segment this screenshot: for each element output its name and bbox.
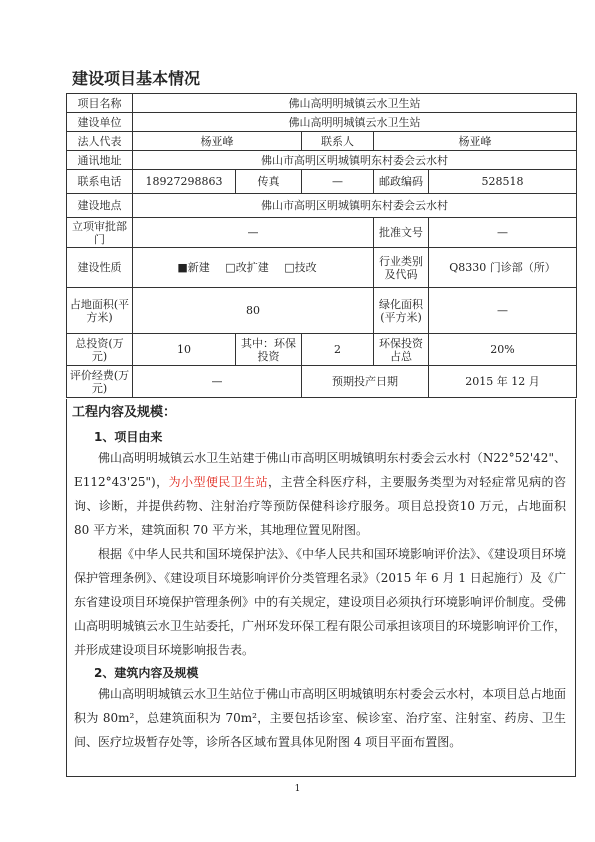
table-row — [67, 113, 577, 132]
table-row — [67, 194, 577, 218]
paragraph: 佛山高明明城镇云水卫生站位于佛山市高明区明城镇明东村委会云水村，本项目总占地面积为 80m²，总建筑面积为 70m²，主要包括诊室、候诊室、治疗室、注射室、药房、卫生间、医疗垃圾暂存处等，诊所各区域布置具体见附图 4 项目平面布置图。 — [74, 687, 567, 749]
cell-value: — — [429, 218, 577, 248]
checkbox-expansion: □改扩建 — [225, 261, 269, 274]
highlight-text: 为小型便民卫生站 — [168, 475, 269, 489]
table-row — [67, 288, 577, 334]
cell-value: 2015 年 12 月 — [429, 366, 577, 398]
cell-value: 20% — [429, 334, 577, 366]
project-info-table — [66, 93, 577, 398]
cell-value: 10 — [133, 334, 236, 366]
cell-label: 其中：环保投资 — [236, 334, 302, 366]
checkbox-tech-upgrade: □技改 — [284, 261, 317, 274]
cell-label: 建设性质 — [67, 248, 133, 288]
table-row — [67, 170, 577, 194]
cell-value: 18927298863 — [133, 170, 236, 194]
cell-value: — — [133, 366, 302, 398]
cell-value: 佛山市高明区明城镇明东村委会云水村 — [133, 194, 577, 218]
cell-value: 杨亚峰 — [374, 132, 577, 151]
cell-value: 佛山高明明城镇云水卫生站 — [133, 113, 577, 132]
cell-label: 评价经费(万元) — [67, 366, 133, 398]
cell-value: 528518 — [429, 170, 577, 194]
cell-value: — — [429, 288, 577, 334]
cell-value: 80 — [133, 288, 374, 334]
table-row — [67, 94, 577, 113]
cell-label: 立项审批部门 — [67, 218, 133, 248]
nature-options — [133, 248, 374, 288]
cell-value: 佛山市高明区明城镇明东村委会云水村 — [133, 151, 577, 170]
cell-value: 佛山高明明城镇云水卫生站 — [133, 94, 577, 113]
table-row — [67, 366, 577, 398]
cell-label: 绿化面积(平方米) — [374, 288, 429, 334]
cell-label: 项目名称 — [67, 94, 133, 113]
section-title: 工程内容及规模： — [72, 405, 177, 420]
paragraph-text: 佛山高明明城镇云水卫生站建于佛山市高明区明城镇明东村委会云水村（N22°52'42"、E112°43'25")， — [74, 451, 566, 489]
page-number: 1 — [294, 784, 301, 794]
cell-value: — — [302, 170, 374, 194]
cell-value: 2 — [302, 334, 374, 366]
cell-label: 邮政编码 — [374, 170, 429, 194]
cell-label: 环保投资占总 — [374, 334, 429, 366]
paragraph-text: ，主营全科医疗科，主要服务类型为对轻症常见病的咨询、诊断，并提供药物、注射治疗等预防保健科诊疗服务。项目总投资10 万元，占地面积 80 平方米，建筑面积 70 平方米，其地理位置见附图。 — [74, 475, 566, 537]
cell-value: 杨亚峰 — [133, 132, 302, 151]
table-row — [67, 132, 577, 151]
cell-label: 通讯地址 — [67, 151, 133, 170]
table-row — [67, 151, 577, 170]
cell-label: 联系人 — [302, 132, 374, 151]
cell-label: 占地面积(平方米) — [67, 288, 133, 334]
cell-label: 建设单位 — [67, 113, 133, 132]
cell-label: 建设地点 — [67, 194, 133, 218]
cell-label: 批准文号 — [374, 218, 429, 248]
cell-label: 法人代表 — [67, 132, 133, 151]
table-row — [67, 218, 577, 248]
paragraph — [74, 446, 566, 542]
cell-value: Q8330 门诊部（所） — [429, 248, 577, 288]
subsection-title: 1、项目由来 — [94, 430, 163, 444]
cell-label: 预期投产日期 — [302, 366, 429, 398]
checkbox-new: ■新建 — [177, 261, 210, 274]
paragraph: 根据《中华人民共和国环境保护法》、《中华人民共和国环境影响评价法》、《建设项目环境保护管理条例》、《建设项目环境影响评价分类管理名录》（2015 年 6 月 1 日起施行）及《广东省建设项目环境保护管理条例》中的有关规定，建设项目必须执行环境影响评价制度。受佛山高明明城镇云水卫生站委托，广州环发环保工程有限公司承担该项目的环境影响评价工作，并形成建设项目环境影响报告表。 — [74, 547, 567, 657]
cell-label: 行业类别及代码 — [374, 248, 429, 288]
page-title: 建设项目基本情况 — [72, 69, 201, 88]
cell-label: 传真 — [236, 170, 302, 194]
cell-value: — — [133, 218, 374, 248]
table-row — [67, 248, 577, 288]
cell-label: 联系电话 — [67, 170, 133, 194]
subsection-title: 2、建筑内容及规模 — [94, 666, 199, 680]
cell-label: 总投资(万元) — [67, 334, 133, 366]
table-row — [67, 334, 577, 366]
